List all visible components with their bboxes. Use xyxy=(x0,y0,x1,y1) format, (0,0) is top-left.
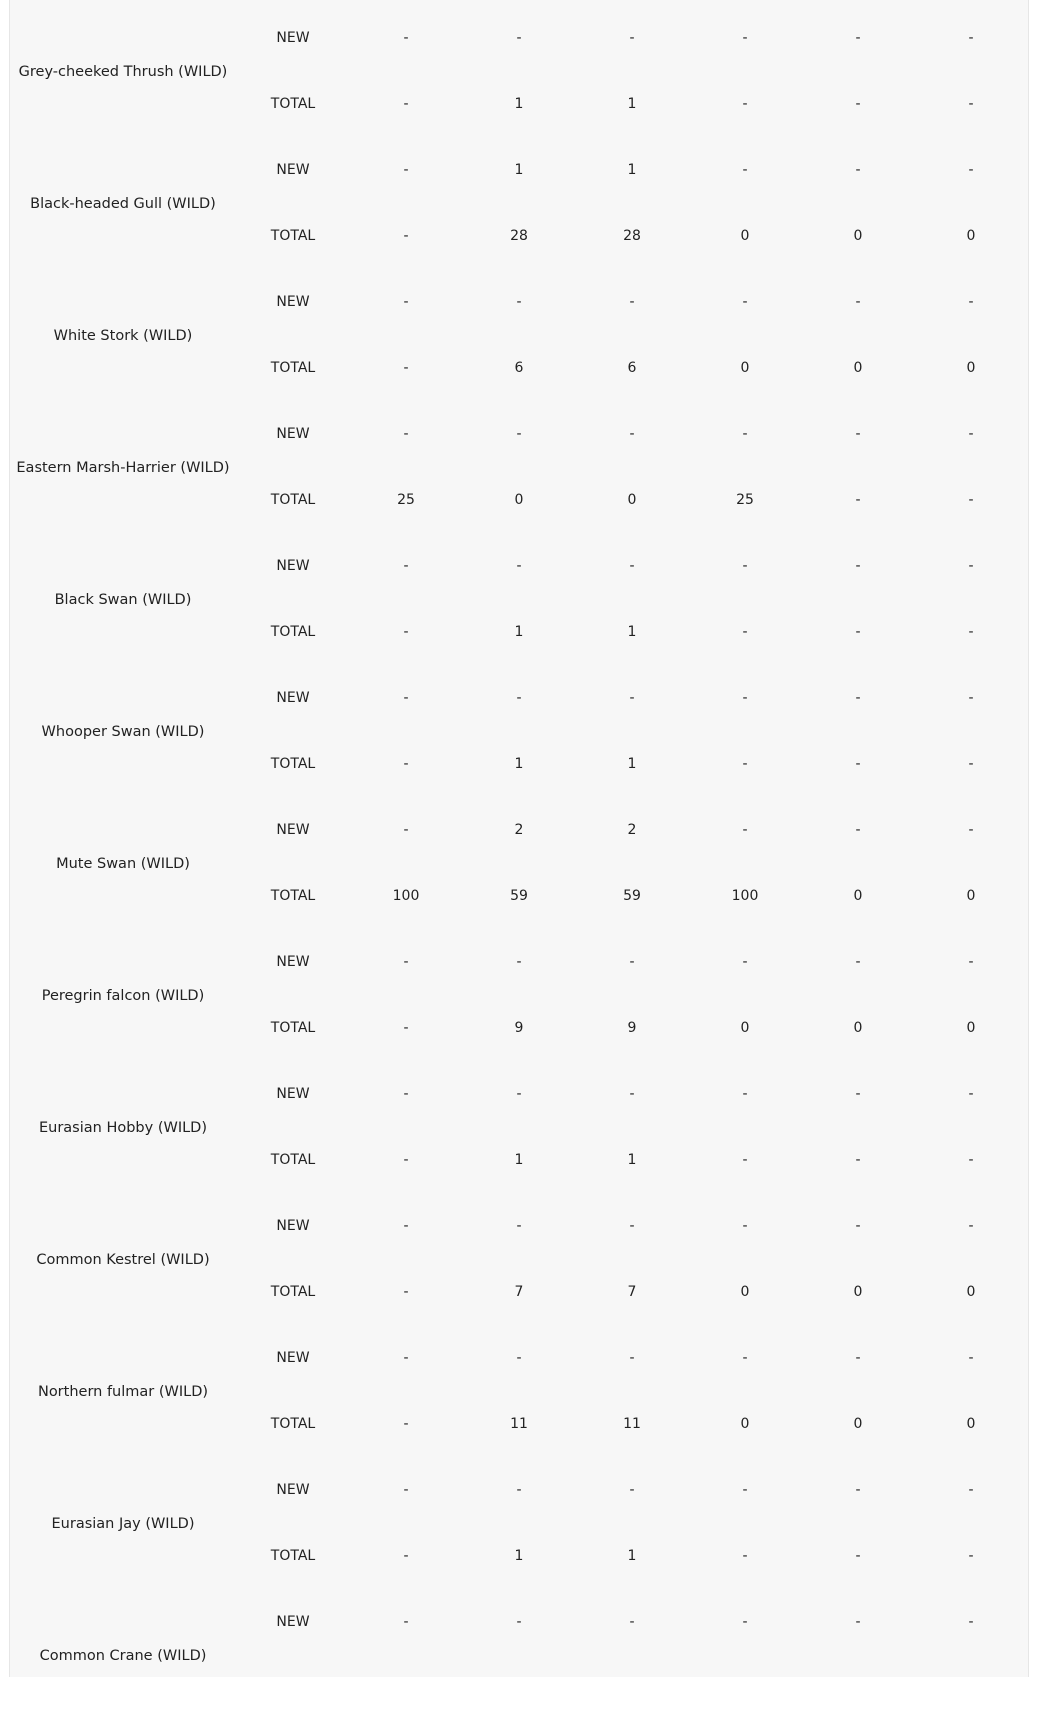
row-type-label: TOTAL xyxy=(270,360,316,376)
value-cell: - xyxy=(403,294,409,310)
value-cell: 0 xyxy=(740,228,750,244)
species-group xyxy=(10,268,1030,400)
value-cell: 11 xyxy=(510,1416,528,1432)
value-cell: 1 xyxy=(627,162,637,178)
row-type-label: TOTAL xyxy=(270,1284,316,1300)
row-type-label: NEW xyxy=(276,30,310,46)
value-cell: 6 xyxy=(627,360,637,376)
new-row xyxy=(10,1078,1030,1110)
new-row xyxy=(10,154,1030,186)
species-name: Peregrin falcon (WILD) xyxy=(41,988,205,1004)
value-cell: - xyxy=(403,1350,409,1366)
value-cell: 0 xyxy=(853,1020,863,1036)
value-cell: - xyxy=(629,690,635,706)
value-cell: - xyxy=(516,1086,522,1102)
row-type-label: TOTAL xyxy=(270,624,316,640)
value-cell: - xyxy=(855,30,861,46)
value-cell: - xyxy=(742,624,748,640)
species-name: Black Swan (WILD) xyxy=(54,592,192,608)
value-cell: 1 xyxy=(514,96,524,112)
species-group xyxy=(10,1588,1030,1720)
value-cell: - xyxy=(629,954,635,970)
species-group xyxy=(10,1192,1030,1324)
value-cell: - xyxy=(855,954,861,970)
value-cell: - xyxy=(516,426,522,442)
value-cell: - xyxy=(403,1614,409,1630)
value-cell: - xyxy=(403,30,409,46)
new-row xyxy=(10,814,1030,846)
value-cell: - xyxy=(516,1482,522,1498)
row-type-label: NEW xyxy=(276,1614,310,1630)
value-cell: - xyxy=(742,1350,748,1366)
value-cell: - xyxy=(968,1350,974,1366)
species-report-table xyxy=(10,4,1030,1720)
value-cell: - xyxy=(403,96,409,112)
row-type-label: NEW xyxy=(276,690,310,706)
total-row xyxy=(10,616,1030,648)
value-cell: - xyxy=(742,1482,748,1498)
value-cell: - xyxy=(403,1020,409,1036)
value-cell: - xyxy=(742,690,748,706)
report-panel xyxy=(9,0,1029,1677)
value-cell: 0 xyxy=(627,492,637,508)
value-cell: 1 xyxy=(514,756,524,772)
value-cell: - xyxy=(403,690,409,706)
new-row xyxy=(10,22,1030,54)
species-name: Eastern Marsh-Harrier (WILD) xyxy=(16,460,230,476)
value-cell: - xyxy=(742,1218,748,1234)
row-type-label: NEW xyxy=(276,426,310,442)
value-cell: 7 xyxy=(514,1284,524,1300)
value-cell: - xyxy=(742,1086,748,1102)
row-type-label: NEW xyxy=(276,954,310,970)
row-type-label: TOTAL xyxy=(270,1152,316,1168)
value-cell: - xyxy=(403,228,409,244)
row-type-label: NEW xyxy=(276,822,310,838)
value-cell: - xyxy=(855,1614,861,1630)
value-cell: - xyxy=(516,690,522,706)
species-name: Eurasian Hobby (WILD) xyxy=(38,1120,207,1136)
total-row xyxy=(10,352,1030,384)
value-cell: - xyxy=(855,1086,861,1102)
value-cell: 0 xyxy=(740,1416,750,1432)
value-cell: 1 xyxy=(514,624,524,640)
total-row xyxy=(10,1144,1030,1176)
value-cell: - xyxy=(855,1482,861,1498)
value-cell: 1 xyxy=(627,756,637,772)
species-group xyxy=(10,1060,1030,1192)
value-cell: 6 xyxy=(514,360,524,376)
value-cell: 0 xyxy=(966,888,976,904)
value-cell: - xyxy=(855,756,861,772)
value-cell: - xyxy=(968,822,974,838)
value-cell: - xyxy=(968,294,974,310)
value-cell: 2 xyxy=(514,822,524,838)
value-cell: 0 xyxy=(966,360,976,376)
value-cell: 59 xyxy=(623,888,641,904)
species-group xyxy=(10,136,1030,268)
value-cell: - xyxy=(516,1350,522,1366)
value-cell: - xyxy=(629,1482,635,1498)
value-cell: - xyxy=(742,1548,748,1564)
value-cell: - xyxy=(629,1350,635,1366)
value-cell: 0 xyxy=(966,1416,976,1432)
value-cell: - xyxy=(855,294,861,310)
value-cell: - xyxy=(968,96,974,112)
species-group xyxy=(10,4,1030,136)
value-cell: 7 xyxy=(627,1284,637,1300)
value-cell: - xyxy=(968,162,974,178)
row-type-label: NEW xyxy=(276,294,310,310)
value-cell: 28 xyxy=(510,228,528,244)
value-cell: - xyxy=(968,492,974,508)
value-cell: 1 xyxy=(514,1548,524,1564)
row-type-label: TOTAL xyxy=(270,756,316,772)
value-cell: 0 xyxy=(514,492,524,508)
total-row xyxy=(10,220,1030,252)
value-cell: 1 xyxy=(514,162,524,178)
row-type-label: TOTAL xyxy=(270,492,316,508)
value-cell: 0 xyxy=(966,1284,976,1300)
value-cell: - xyxy=(855,1218,861,1234)
value-cell: - xyxy=(968,954,974,970)
value-cell: - xyxy=(855,822,861,838)
value-cell: - xyxy=(742,954,748,970)
value-cell: - xyxy=(403,426,409,442)
value-cell: - xyxy=(968,1482,974,1498)
value-cell: 11 xyxy=(623,1416,641,1432)
value-cell: - xyxy=(403,822,409,838)
row-type-label: NEW xyxy=(276,1350,310,1366)
value-cell: 0 xyxy=(966,1020,976,1036)
species-group xyxy=(10,796,1030,928)
value-cell: 9 xyxy=(514,1020,524,1036)
value-cell: - xyxy=(968,1086,974,1102)
value-cell: - xyxy=(742,162,748,178)
row-type-label: TOTAL xyxy=(270,888,316,904)
value-cell: - xyxy=(968,1548,974,1564)
value-cell: 1 xyxy=(627,1152,637,1168)
species-name: Grey-cheeked Thrush (WILD) xyxy=(18,64,228,80)
value-cell: - xyxy=(629,1218,635,1234)
value-cell: - xyxy=(742,294,748,310)
value-cell: - xyxy=(629,558,635,574)
value-cell: 59 xyxy=(510,888,528,904)
value-cell: - xyxy=(403,1482,409,1498)
value-cell: - xyxy=(742,426,748,442)
value-cell: - xyxy=(742,822,748,838)
species-group xyxy=(10,1324,1030,1456)
value-cell: 0 xyxy=(966,228,976,244)
value-cell: - xyxy=(968,558,974,574)
row-type-label: NEW xyxy=(276,558,310,574)
value-cell: 0 xyxy=(853,1284,863,1300)
value-cell: 1 xyxy=(514,1152,524,1168)
value-cell: 100 xyxy=(731,888,759,904)
species-group xyxy=(10,928,1030,1060)
value-cell: - xyxy=(855,1152,861,1168)
value-cell: - xyxy=(516,558,522,574)
row-type-label: NEW xyxy=(276,1482,310,1498)
row-type-label: NEW xyxy=(276,162,310,178)
value-cell: 0 xyxy=(853,888,863,904)
species-name: Eurasian Jay (WILD) xyxy=(51,1516,195,1532)
total-row xyxy=(10,484,1030,516)
new-row xyxy=(10,682,1030,714)
total-row xyxy=(10,1540,1030,1572)
new-row xyxy=(10,1606,1030,1638)
row-type-label: TOTAL xyxy=(270,1548,316,1564)
row-type-label: TOTAL xyxy=(270,96,316,112)
value-cell: 100 xyxy=(392,888,420,904)
value-cell: - xyxy=(968,30,974,46)
value-cell: - xyxy=(855,624,861,640)
new-row xyxy=(10,1210,1030,1242)
value-cell: - xyxy=(855,492,861,508)
value-cell: 0 xyxy=(740,1284,750,1300)
value-cell: 28 xyxy=(623,228,641,244)
value-cell: - xyxy=(968,756,974,772)
value-cell: 0 xyxy=(740,360,750,376)
species-group xyxy=(10,664,1030,796)
species-name: Common Kestrel (WILD) xyxy=(36,1252,210,1268)
value-cell: - xyxy=(516,1218,522,1234)
value-cell: - xyxy=(403,162,409,178)
value-cell: - xyxy=(855,558,861,574)
new-row xyxy=(10,946,1030,978)
value-cell: - xyxy=(516,1614,522,1630)
new-row xyxy=(10,1342,1030,1374)
value-cell: - xyxy=(516,294,522,310)
value-cell: - xyxy=(403,558,409,574)
value-cell: - xyxy=(403,954,409,970)
value-cell: - xyxy=(516,30,522,46)
value-cell: - xyxy=(403,1284,409,1300)
value-cell: - xyxy=(403,1548,409,1564)
total-row xyxy=(10,748,1030,780)
total-row xyxy=(10,1012,1030,1044)
species-name: White Stork (WILD) xyxy=(53,328,193,344)
value-cell: - xyxy=(968,426,974,442)
value-cell: 1 xyxy=(627,96,637,112)
value-cell: 0 xyxy=(853,360,863,376)
value-cell: - xyxy=(403,360,409,376)
value-cell: - xyxy=(968,1614,974,1630)
value-cell: - xyxy=(968,624,974,640)
total-row xyxy=(10,1276,1030,1308)
value-cell: - xyxy=(403,1416,409,1432)
row-type-label: NEW xyxy=(276,1218,310,1234)
value-cell: - xyxy=(516,954,522,970)
new-row xyxy=(10,550,1030,582)
value-cell: - xyxy=(629,1086,635,1102)
species-name: Common Crane (WILD) xyxy=(39,1648,207,1664)
total-row xyxy=(10,1408,1030,1440)
value-cell: - xyxy=(629,1614,635,1630)
value-cell: - xyxy=(855,96,861,112)
value-cell: - xyxy=(403,1152,409,1168)
value-cell: - xyxy=(403,1086,409,1102)
value-cell: - xyxy=(968,1152,974,1168)
value-cell: - xyxy=(629,294,635,310)
value-cell: - xyxy=(855,1350,861,1366)
value-cell: 2 xyxy=(627,822,637,838)
new-row xyxy=(10,1474,1030,1506)
value-cell: 25 xyxy=(736,492,754,508)
species-group xyxy=(10,1456,1030,1588)
value-cell: 0 xyxy=(853,228,863,244)
value-cell: 0 xyxy=(853,1416,863,1432)
value-cell: - xyxy=(403,756,409,772)
species-group xyxy=(10,400,1030,532)
value-cell: - xyxy=(403,624,409,640)
value-cell: - xyxy=(629,426,635,442)
value-cell: 9 xyxy=(627,1020,637,1036)
value-cell: 25 xyxy=(397,492,415,508)
row-type-label: TOTAL xyxy=(270,1416,316,1432)
species-name: Whooper Swan (WILD) xyxy=(41,724,205,740)
value-cell: - xyxy=(742,96,748,112)
row-type-label: NEW xyxy=(276,1086,310,1102)
total-row xyxy=(10,880,1030,912)
value-cell: - xyxy=(742,30,748,46)
species-name: Mute Swan (WILD) xyxy=(56,856,190,872)
species-group xyxy=(10,532,1030,664)
value-cell: - xyxy=(855,426,861,442)
row-type-label: TOTAL xyxy=(270,1020,316,1036)
value-cell: - xyxy=(855,162,861,178)
value-cell: - xyxy=(403,1218,409,1234)
value-cell: - xyxy=(742,1152,748,1168)
species-name: Northern fulmar (WILD) xyxy=(37,1384,209,1400)
new-row xyxy=(10,418,1030,450)
value-cell: - xyxy=(855,1548,861,1564)
value-cell: 1 xyxy=(627,1548,637,1564)
total-row xyxy=(10,88,1030,120)
value-cell: 0 xyxy=(740,1020,750,1036)
value-cell: - xyxy=(742,756,748,772)
value-cell: - xyxy=(968,690,974,706)
value-cell: 1 xyxy=(627,624,637,640)
value-cell: - xyxy=(742,1614,748,1630)
row-type-label: TOTAL xyxy=(270,228,316,244)
new-row xyxy=(10,286,1030,318)
species-name: Black-headed Gull (WILD) xyxy=(30,196,216,212)
value-cell: - xyxy=(629,30,635,46)
value-cell: - xyxy=(968,1218,974,1234)
value-cell: - xyxy=(855,690,861,706)
value-cell: - xyxy=(742,558,748,574)
